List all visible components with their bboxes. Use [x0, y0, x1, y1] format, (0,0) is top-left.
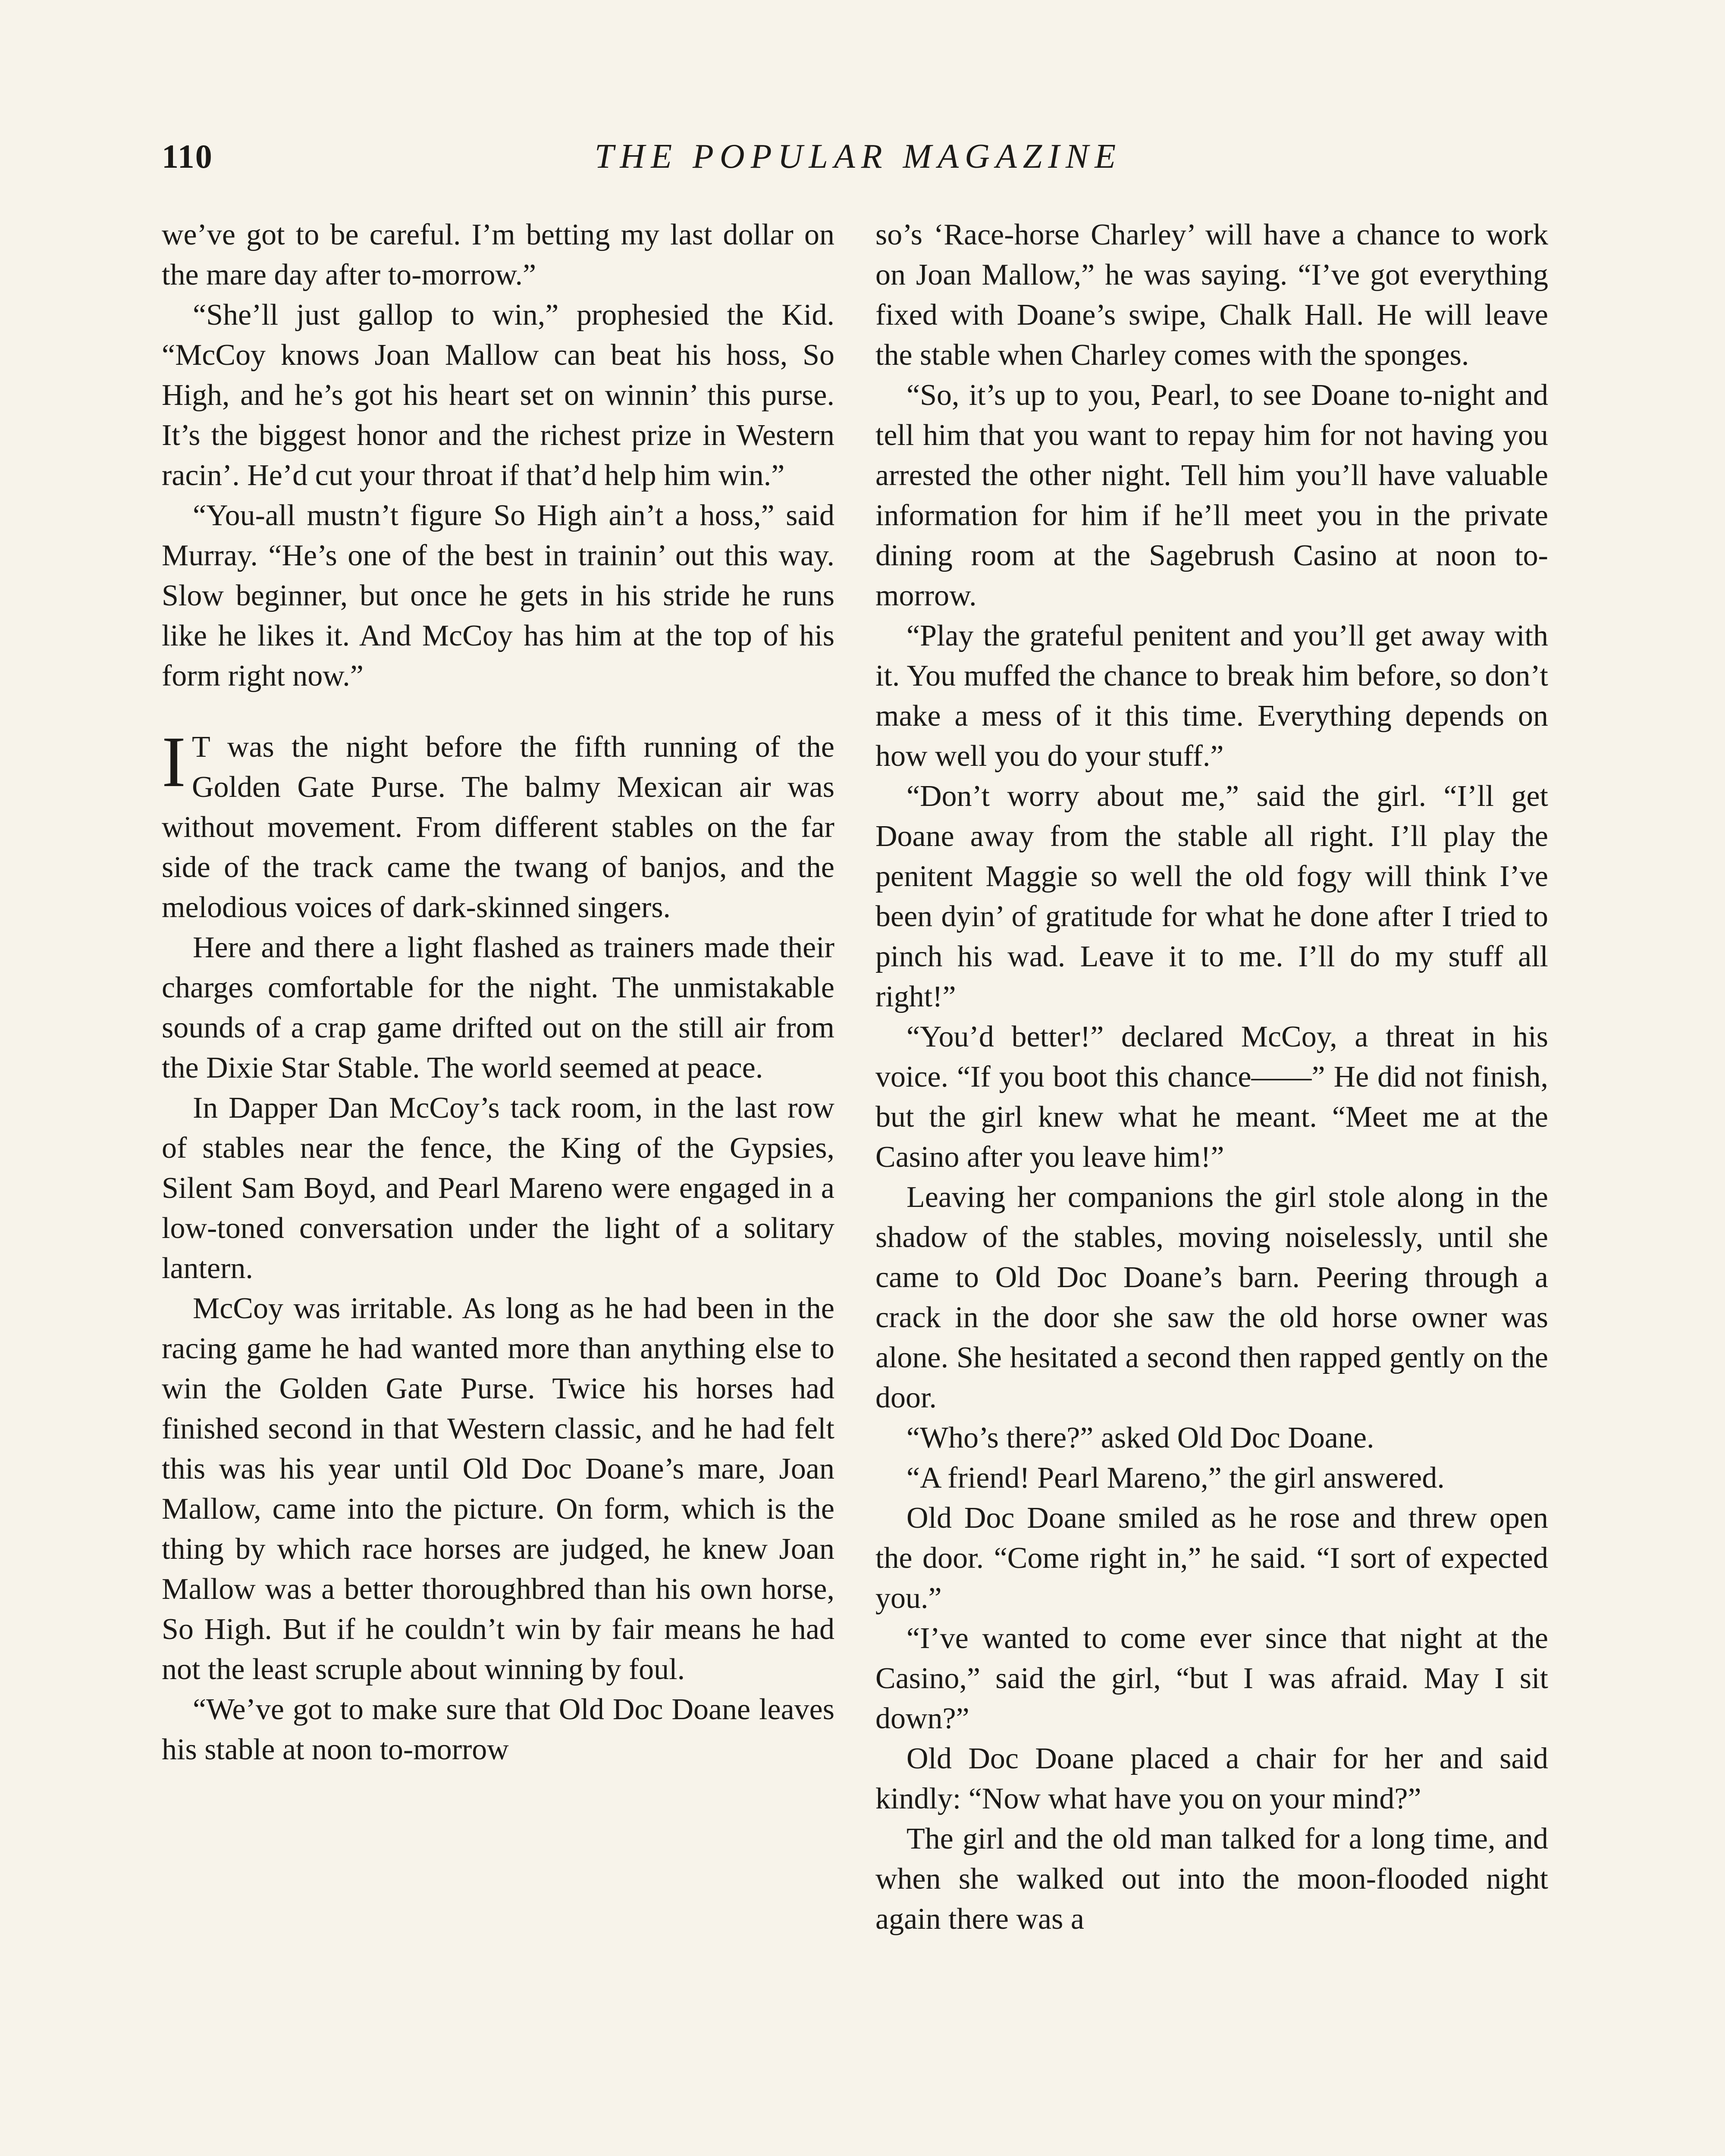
paragraph [875, 1017, 1548, 1177]
paragraph [875, 1498, 1548, 1618]
paragraph-text: Here and there a light flashed as trainers made their charges comfortable for the night. The unmistakable sounds of a crap game drifted out on the still air from the Dixie Star Stable. The world seemed at peace. [162, 931, 834, 1084]
paragraph [875, 616, 1548, 776]
paragraph [875, 215, 1548, 375]
paragraph [875, 1458, 1548, 1498]
paragraph [875, 1177, 1548, 1418]
paragraph-text: The girl and the old man talked for a long time, and when she walked out into the moon-flooded night again there was a [875, 1822, 1548, 1936]
page-number: 110 [162, 138, 213, 175]
left-column [162, 215, 834, 1770]
paragraph-text: In Dapper Dan McCoy’s tack room, in the last row of stables near the fence, the King of the Gypsies, Silent Sam Boyd, and Pearl Mareno were engaged in a low-toned conversation under the light of a solitary lantern. [162, 1091, 834, 1285]
paragraph [162, 722, 834, 928]
paragraph-text: “Who’s there?” asked Old Doc Doane. [906, 1421, 1374, 1454]
paragraph [162, 295, 834, 495]
drop-cap: I [162, 722, 186, 802]
paragraph-text: “Don’t worry about me,” said the girl. “I’ll get Doane away from the stable all right. I’ll play the penitent Maggie so well the old fogy will think I’ve been dyin’ of gratitude for what he done after I tried to pinch his wad. Leave it to me. I’ll do my stuff all right!” [875, 780, 1548, 1013]
paragraph [875, 776, 1548, 1017]
page-header [162, 137, 1555, 193]
paragraph-text: McCoy was irritable. As long as he had been in the racing game he had wanted more than anything else to win the Golden Gate Purse. Twice his horses had finished second in that Western classic, and he had felt this was his year until Old Doc Doane’s mare, Joan Mallow, came into the picture. On form, which is the thing by which race horses are judged, he knew Joan Mallow was a better thoroughbred than his own horse, So High. But if he couldn’t win by fair means he had not the least scruple about winning by foul. [162, 1292, 834, 1686]
paragraph [162, 215, 834, 295]
paragraph-text: “Play the grateful penitent and you’ll get away with it. You muffed the chance to break him before, so don’t make a mess of it this time. Everything depends on how well you do your stuff.” [875, 619, 1548, 773]
paragraph-text: “A friend! Pearl Mareno,” the girl answered. [906, 1461, 1445, 1495]
paragraph-text: “You-all mustn’t figure So High ain’t a hoss,” said Murray. “He’s one of the best in trainin’ out this way. Slow beginner, but once he gets in his stride he runs like he likes it. And McCoy has him at the top of his form right now.” [162, 499, 834, 693]
paragraph [875, 1418, 1548, 1458]
paragraph-text: “I’ve wanted to come ever since that night at the Casino,” said the girl, “but I was afraid. May I sit down?” [875, 1622, 1548, 1735]
paragraph [162, 495, 834, 696]
paragraph [875, 1819, 1548, 1939]
paragraph-text: “She’ll just gallop to win,” prophesied the Kid. “McCoy knows Joan Mallow can beat his hoss, So High, and he’s got his heart set on winnin’ this purse. It’s the biggest honor and the richest prize in Western racin’. He’d cut your throat if that’d help him win.” [162, 298, 834, 492]
running-head: THE POPULAR MAGAZINE [594, 138, 1122, 175]
paragraph [875, 1618, 1548, 1739]
paragraph-text: “You’d better!” declared McCoy, a threat in his voice. “If you boot this chance——” He did not finish, but the girl knew what he meant. “Meet me at the Casino after you leave him!” [875, 1020, 1548, 1174]
paragraph-text: Old Doc Doane placed a chair for her and said kindly: “Now what have you on your mind?” [875, 1742, 1548, 1815]
paragraph [162, 928, 834, 1088]
paragraph-text: we’ve got to be careful. I’m betting my last dollar on the mare day after to-morrow.” [162, 218, 834, 291]
paragraph [875, 375, 1548, 616]
paragraph-text: Old Doc Doane smiled as he rose and threw open the door. “Come right in,” he said. “I sort of expected you.” [875, 1501, 1548, 1615]
right-column [875, 215, 1548, 1939]
paragraph [162, 1689, 834, 1770]
paragraph-text: “So, it’s up to you, Pearl, to see Doane to-night and tell him that you want to repay him for not having you arrested the other night. Tell him you’ll have valuable information for him if he’ll meet you in the private dining room at the Sagebrush Casino at noon to-morrow. [875, 379, 1548, 612]
paragraph-text: Leaving her companions the girl stole along in the shadow of the stables, moving noiselessly, until she came to Old Doc Doane’s barn. Peering through a crack in the door she saw the old horse owner was alone. She hesitated a second then rapped gently on the door. [875, 1181, 1548, 1414]
paragraph [875, 1739, 1548, 1819]
paragraph-text: so’s ‘Race-horse Charley’ will have a chance to work on Joan Mallow,” he was saying. “I’ve got everything fixed with Doane’s swipe, Chalk Hall. He will leave the stable when Charley comes with the sponges. [875, 218, 1548, 372]
paragraph-text: “We’ve got to make sure that Old Doc Doane leaves his stable at noon to-morrow [162, 1693, 834, 1766]
paragraph [162, 1288, 834, 1689]
paragraph [162, 1088, 834, 1288]
paragraph-text: T was the night before the fifth running of the Golden Gate Purse. The balmy Mexican air was without movement. From different stables on the far side of the track came the twang of banjos, and the melodious voices of dark-skinned singers. [162, 730, 834, 924]
